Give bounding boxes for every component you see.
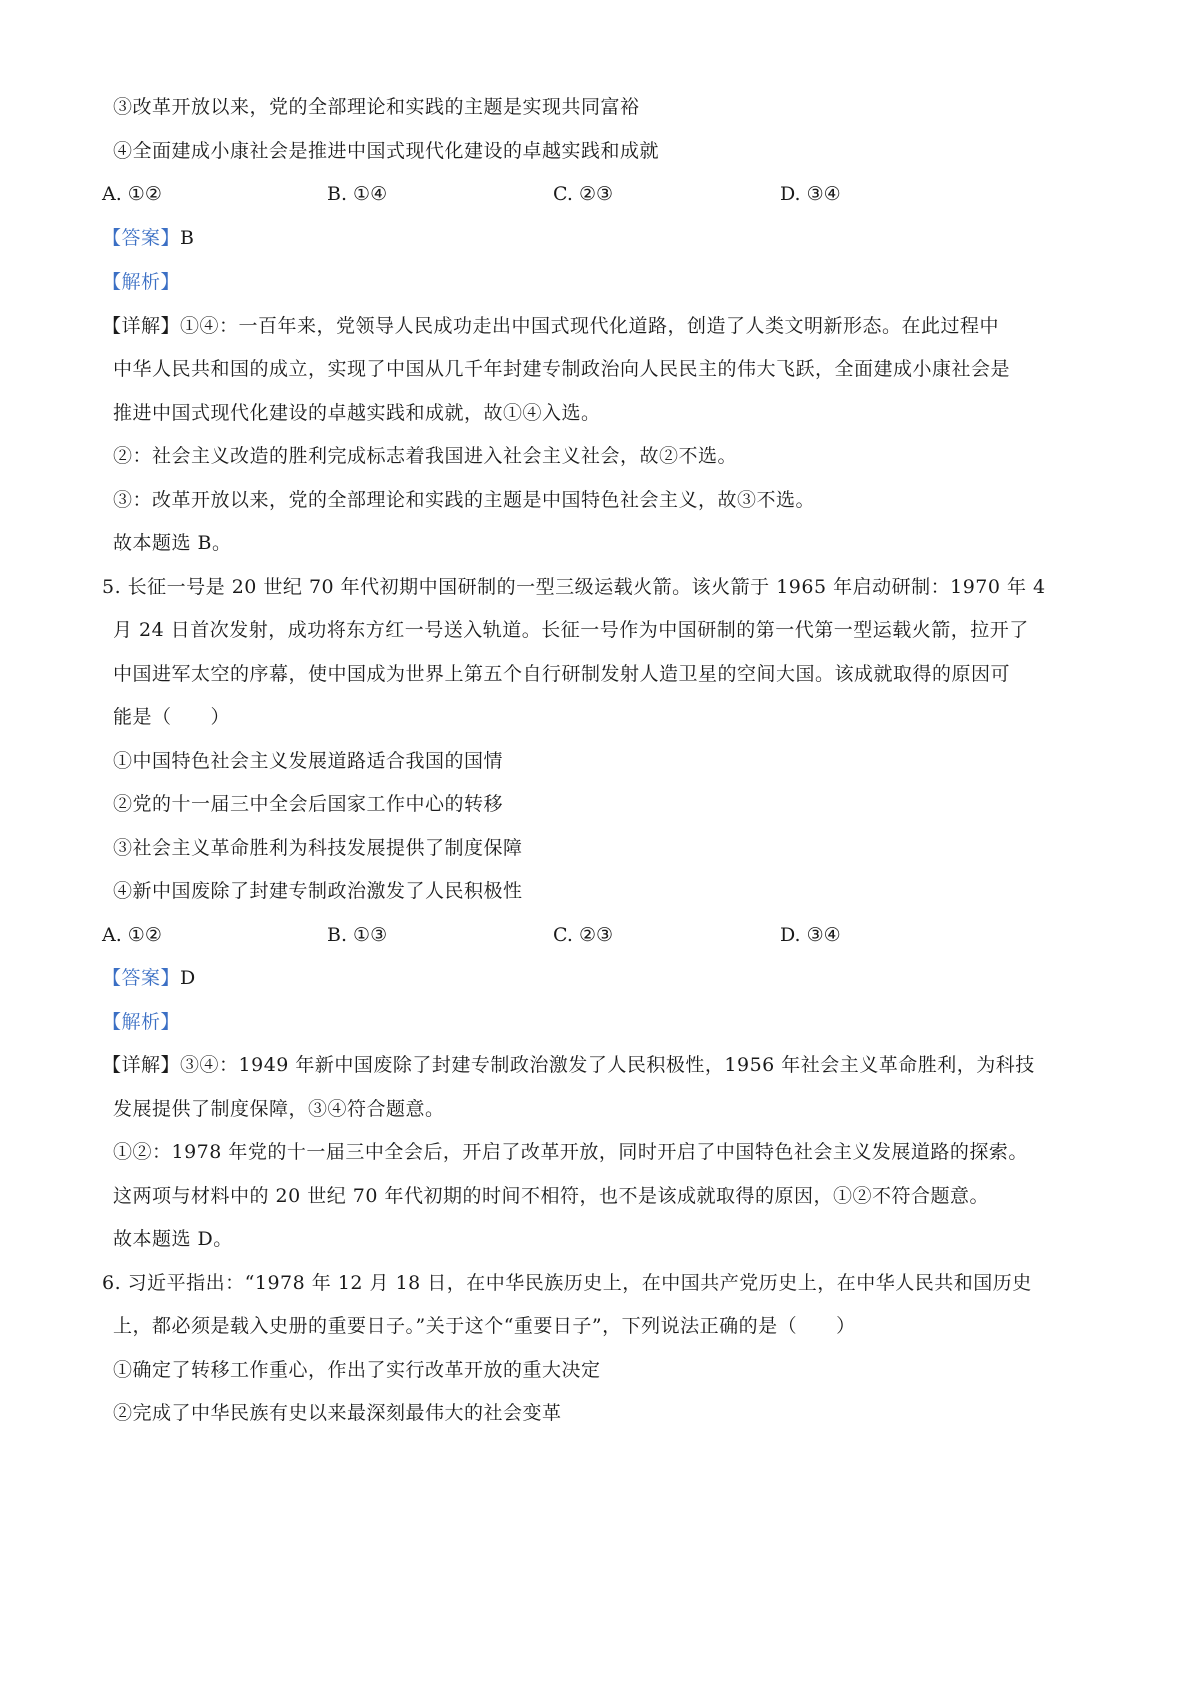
q5-analysis-label: 【解析】	[102, 1011, 181, 1033]
q6-statement-1: ①确定了转移工作重心，作出了实行改革开放的重大决定	[113, 1359, 601, 1381]
q4-option-a: A. ①②	[102, 183, 162, 205]
q6-stem-line-1: 6. 习近平指出：“1978 年 12 月 18 日，在中华民族历史上，在中国共产党历史上，在中华人民共和国历史	[102, 1272, 1032, 1294]
q4-detail-line-1	[102, 313, 1092, 339]
detail-text: ③④：1949 年新中国废除了封建专制政治激发了人民积极性，1956 年社会主义革命胜利，为科技	[180, 1054, 1035, 1076]
q5-stem-line-2: 月 24 日首次发射，成功将东方红一号送入轨道。长征一号作为中国研制的第一代第一型运载火箭，拉开了	[113, 619, 1029, 641]
q4-analysis-label: 【解析】	[102, 271, 181, 293]
q5-statement-1: ①中国特色社会主义发展道路适合我国的国情	[113, 750, 504, 772]
q4-option-d: D. ③④	[780, 183, 841, 205]
q5-option-a: A. ①②	[102, 924, 162, 946]
q5-stem-line-4: 能是（ ）	[113, 706, 231, 728]
q6-statement-2: ②完成了中华民族有史以来最深刻最伟大的社会变革	[113, 1402, 562, 1424]
q4-answer	[102, 225, 1092, 251]
detail-label: 【详解】	[102, 1054, 181, 1076]
answer-label: 【答案】	[102, 967, 181, 989]
detail-label: 【详解】	[102, 315, 181, 337]
q5-statement-3: ③社会主义革命胜利为科技发展提供了制度保障	[113, 837, 523, 859]
q4-statement-3: ③改革开放以来，党的全部理论和实践的主题是实现共同富裕	[113, 96, 640, 118]
q4-statement-4: ④全面建成小康社会是推进中国式现代化建设的卓越实践和成就	[113, 140, 660, 162]
answer-label: 【答案】	[102, 227, 181, 249]
q4-option-c: C. ②③	[553, 183, 614, 205]
q4-detail-line-3: 推进中国式现代化建设的卓越实践和成就，故①④入选。	[113, 402, 601, 424]
q5-detail-line-1	[102, 1052, 1092, 1078]
answer-value: D	[180, 967, 196, 989]
q4-conclusion: 故本题选 B。	[113, 532, 232, 554]
q6-stem-line-2: 上，都必须是载入史册的重要日子。”关于这个“重要日子”，下列说法正确的是（ ）	[113, 1315, 856, 1337]
q5-conclusion: 故本题选 D。	[113, 1228, 233, 1250]
answer-value: B	[180, 227, 195, 249]
q4-option-b: B. ①④	[327, 183, 388, 205]
q5-option-d: D. ③④	[780, 924, 841, 946]
detail-text: ①④：一百年来，党领导人民成功走出中国式现代化道路，创造了人类文明新形态。在此过程中	[180, 315, 1000, 337]
q5-option-c: C. ②③	[553, 924, 614, 946]
q5-detail-line-4: 这两项与材料中的 20 世纪 70 年代初期的时间不相符，也不是该成就取得的原因，①②不符合题意。	[113, 1185, 990, 1207]
q4-detail-line-4: ②：社会主义改造的胜利完成标志着我国进入社会主义社会，故②不选。	[113, 445, 738, 467]
q5-answer	[102, 965, 1092, 991]
q4-detail-line-5: ③：改革开放以来，党的全部理论和实践的主题是中国特色社会主义，故③不选。	[113, 489, 816, 511]
q5-option-b: B. ①③	[327, 924, 388, 946]
q4-detail-line-2: 中华人民共和国的成立，实现了中国从几千年封建专制政治向人民民主的伟大飞跃，全面建成小康社会是	[113, 358, 1011, 380]
q5-stem-line-3: 中国进军太空的序幕，使中国成为世界上第五个自行研制发射人造卫星的空间大国。该成就取得的原因可	[113, 663, 1011, 685]
q5-stem-line-1: 5. 长征一号是 20 世纪 70 年代初期中国研制的一型三级运载火箭。该火箭于 1965 年启动研制：1970 年 4	[102, 576, 1046, 598]
q5-statement-2: ②党的十一届三中全会后国家工作中心的转移	[113, 793, 504, 815]
q5-detail-line-3: ①②：1978 年党的十一届三中全会后，开启了改革开放，同时开启了中国特色社会主义发展道路的探索。	[113, 1141, 1028, 1163]
q5-statement-4: ④新中国废除了封建专制政治激发了人民积极性	[113, 880, 523, 902]
q5-detail-line-2: 发展提供了制度保障，③④符合题意。	[113, 1098, 445, 1120]
